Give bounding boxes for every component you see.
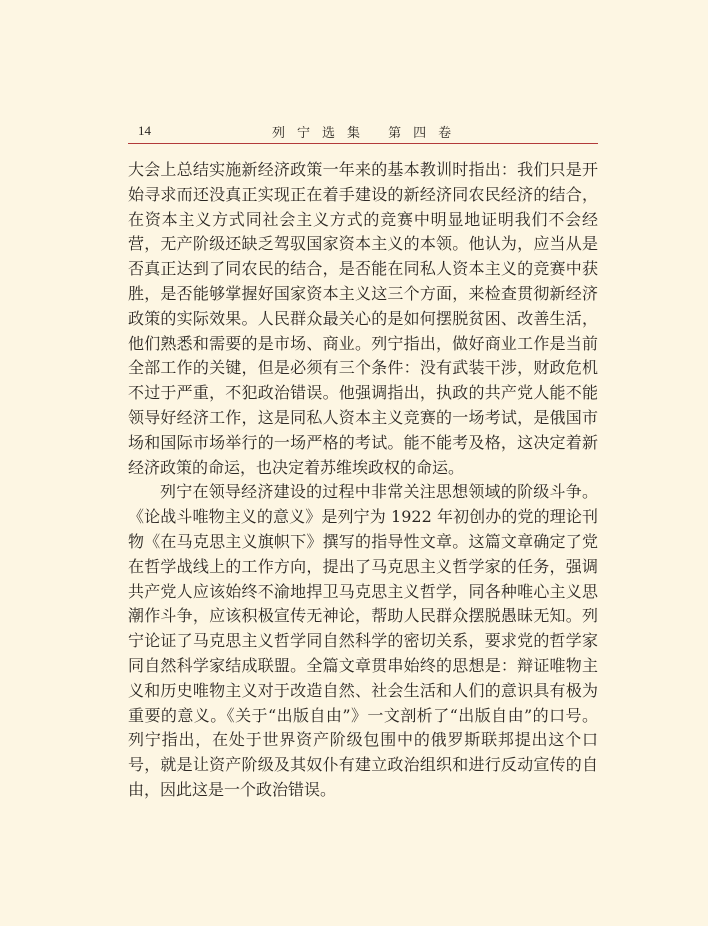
- running-title: 列宁选集 第四卷: [272, 126, 464, 141]
- page-number: 14: [138, 123, 151, 138]
- body-text: [128, 158, 598, 803]
- paragraph: 列宁在领导经济建设的过程中非常关注思想领域的阶级斗争。《论战斗唯物主义的意义》是列宁为 1922 年初创办的党的理论刊物《在马克思主义旗帜下》撰写的指导性文章。这篇文章确定了党在哲学战线上的工作方向，提出了马克思主义哲学家的任务，强调共产党人应该始终不渝地捍卫马克思主义哲学，同各种唯心主义思潮作斗争，应该积极宣传无神论，帮助人民群众摆脱愚昧无知。列宁论证了马克思主义哲学同自然科学的密切关系，要求党的哲学家同自然科学家结成联盟。全篇文章贯串始终的思想是：辩证唯物主义和历史唯物主义对于改造自然、社会生活和人们的意识具有极为重要的意义。《关于“出版自由”》一文剖析了“出版自由”的口号。列宁指出，在处于世界资产阶级包围中的俄罗斯联邦提出这个口号，就是让资产阶级及其奴仆有建立政治组织和进行反动宣传的自由，因此这是一个政治错误。: [128, 482, 598, 799]
- page-header: [128, 117, 598, 147]
- header-rule: [128, 143, 598, 144]
- paragraph-continued: 大会上总结实施新经济政策一年来的基本教训时指出：我们只是开始寻求而还没真正实现正在着手建设的新经济同农民经济的结合，在资本主义方式同社会主义方式的竞赛中明显地证明我们不会经营，无产阶级还缺乏驾驭国家资本主义的本领。他认为，应当从是否真正达到了同农民的结合，是否能在同私人资本主义的竞赛中获胜，是否能够掌握好国家资本主义这三个方面，来检查贯彻新经济政策的实际效果。人民群众最关心的是如何摆脱贫困、改善生活，他们熟悉和需要的是市场、商业。列宁指出，做好商业工作是当前全部工作的关键，但是必须有三个条件：没有武装干涉，财政危机不过于严重，不犯政治错误。他强调指出，执政的共产党人能不能领导好经济工作，这是同私人资本主义竞赛的一场考试，是俄国市场和国际市场举行的一场严格的考试。能不能考及格，这决定着新经济政策的命运，也决定着苏维埃政权的命运。: [128, 160, 598, 477]
